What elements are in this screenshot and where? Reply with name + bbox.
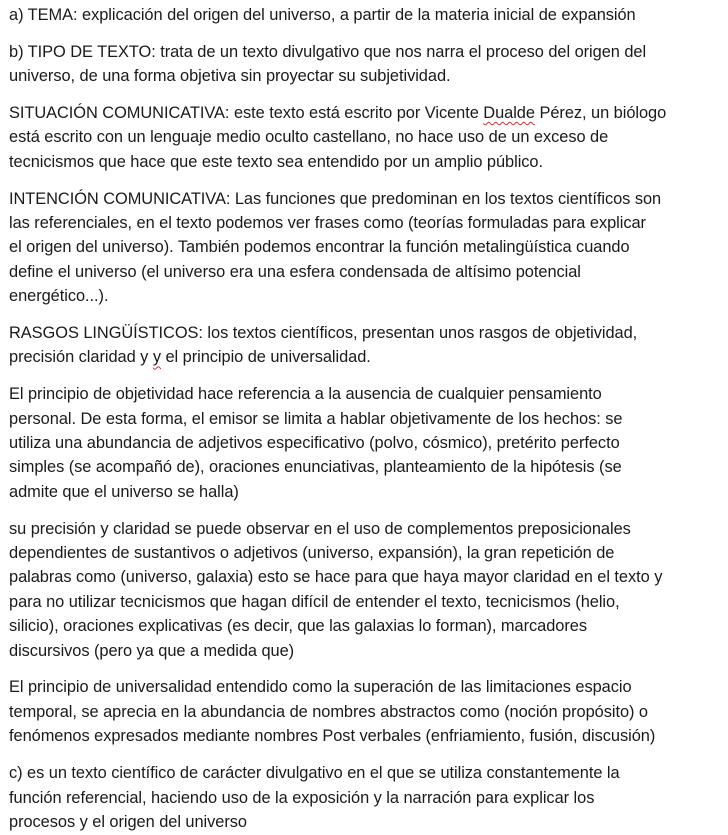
- text-line: función referencial, haciendo uso de la exposición y la narración para explicar los: [9, 788, 595, 807]
- paragraph-conclusion[interactable]: [9, 761, 721, 834]
- text-line: define el universo (el universo era una esfera condensada de altísimo potencial: [9, 262, 581, 281]
- text-line: temporal, se aprecia en la abundancia de nombres abstractos como (noción propósito) o: [9, 702, 648, 721]
- paragraph-situacion-comunicativa[interactable]: [9, 101, 721, 174]
- text-line: dependientes de sustantivos o adjetivos (universo, expansión), la gran repetición de: [9, 544, 615, 563]
- text-segment: Pérez, un biólogo: [534, 104, 667, 122]
- text-line: procesos y el origen del universo: [9, 812, 247, 831]
- text-line: admite que el universo se halla): [9, 482, 239, 501]
- text-line: RASGOS LINGÜÍSTICOS: los textos científicos, presentan unos rasgos de objetividad,: [9, 324, 638, 343]
- text-line: El principio de objetividad hace referencia a la ausencia de cualquier pensamiento: [9, 385, 602, 404]
- text-line: para no utilizar tecnicismos que hagan difícil de entender el texto, tecnicismos (helio,: [9, 592, 620, 611]
- text-line: fenómenos expresados mediante nombres Post verbales (enfriamiento, fusión, discusión): [9, 727, 656, 746]
- document-body: [0, 3, 721, 834]
- text-line: las referenciales, en el texto podemos ver frases como (teorías formuladas para explicar: [9, 214, 646, 233]
- text-line: tecnicismos que hace que este texto sea entendido por un amplio público.: [9, 152, 543, 171]
- text-line: el origen del universo). También podemos encontrar la función metalingüística cuando: [9, 238, 630, 257]
- text-line: discursivos (pero ya que a medida que): [9, 641, 295, 660]
- paragraph-intencion-comunicativa[interactable]: [9, 187, 721, 309]
- paragraph-precision-claridad[interactable]: [9, 517, 721, 663]
- text-segment: el principio de universalidad.: [160, 348, 371, 367]
- text-line: simples (se acompañó de), oraciones enunciativas, planteamiento de la hipótesis (se: [9, 458, 622, 477]
- paragraph-principio-objetividad[interactable]: [9, 382, 721, 504]
- text-line: palabras como (universo, galaxia) esto se hace para que haya mayor claridad en el texto y: [9, 568, 663, 587]
- text-line: energético...).: [9, 287, 109, 306]
- paragraph-tema[interactable]: [9, 3, 721, 27]
- text-line: está escrito con un lenguaje medio oculto castellano, no hace uso de un exceso de: [9, 128, 609, 147]
- text-line: [9, 101, 721, 125]
- text-line: c) es un texto científico de carácter divulgativo en el que se utiliza constantemente la: [9, 764, 620, 783]
- text-line: INTENCIÓN COMUNICATIVA: Las funciones que predominan en los textos científicos son: [9, 189, 662, 208]
- text-line: [9, 345, 721, 369]
- text-line: su precisión y claridad se puede observar en el uso de complementos preposicionales: [9, 519, 631, 538]
- text-line: utiliza una abundancia de adjetivos especificativo (polvo, cósmico), pretérito perfecto: [9, 434, 620, 453]
- grammar-flagged-word[interactable]: y: [152, 348, 161, 367]
- text-line: a) TEMA: explicación del origen del universo, a partir de la materia inicial de expansión: [9, 6, 636, 24]
- text-line: El principio de universalidad entendido como la superación de las limitaciones espacio: [9, 678, 632, 697]
- text-segment: precisión claridad y: [9, 348, 153, 367]
- text-line: universo, de una forma objetiva sin proyectar su subjetividad.: [9, 67, 451, 86]
- paragraph-rasgos-linguisticos[interactable]: [9, 321, 721, 370]
- paragraph-principio-universalidad[interactable]: [9, 675, 721, 748]
- text-segment: SITUACIÓN COMUNICATIVA: este texto está escrito por Vicente: [9, 104, 484, 122]
- spelling-flagged-word[interactable]: Dualde: [483, 104, 535, 122]
- text-line: personal. De esta forma, el emisor se limita a hablar objetivamente de los hechos: se: [9, 409, 623, 428]
- text-line: b) TIPO DE TEXTO: trata de un texto divulgativo que nos narra el proceso del origen del: [9, 42, 647, 61]
- text-line: silicio), oraciones explicativas (es decir, que las galaxias lo forman), marcadores: [9, 617, 587, 636]
- paragraph-tipo-de-texto[interactable]: [9, 40, 721, 89]
